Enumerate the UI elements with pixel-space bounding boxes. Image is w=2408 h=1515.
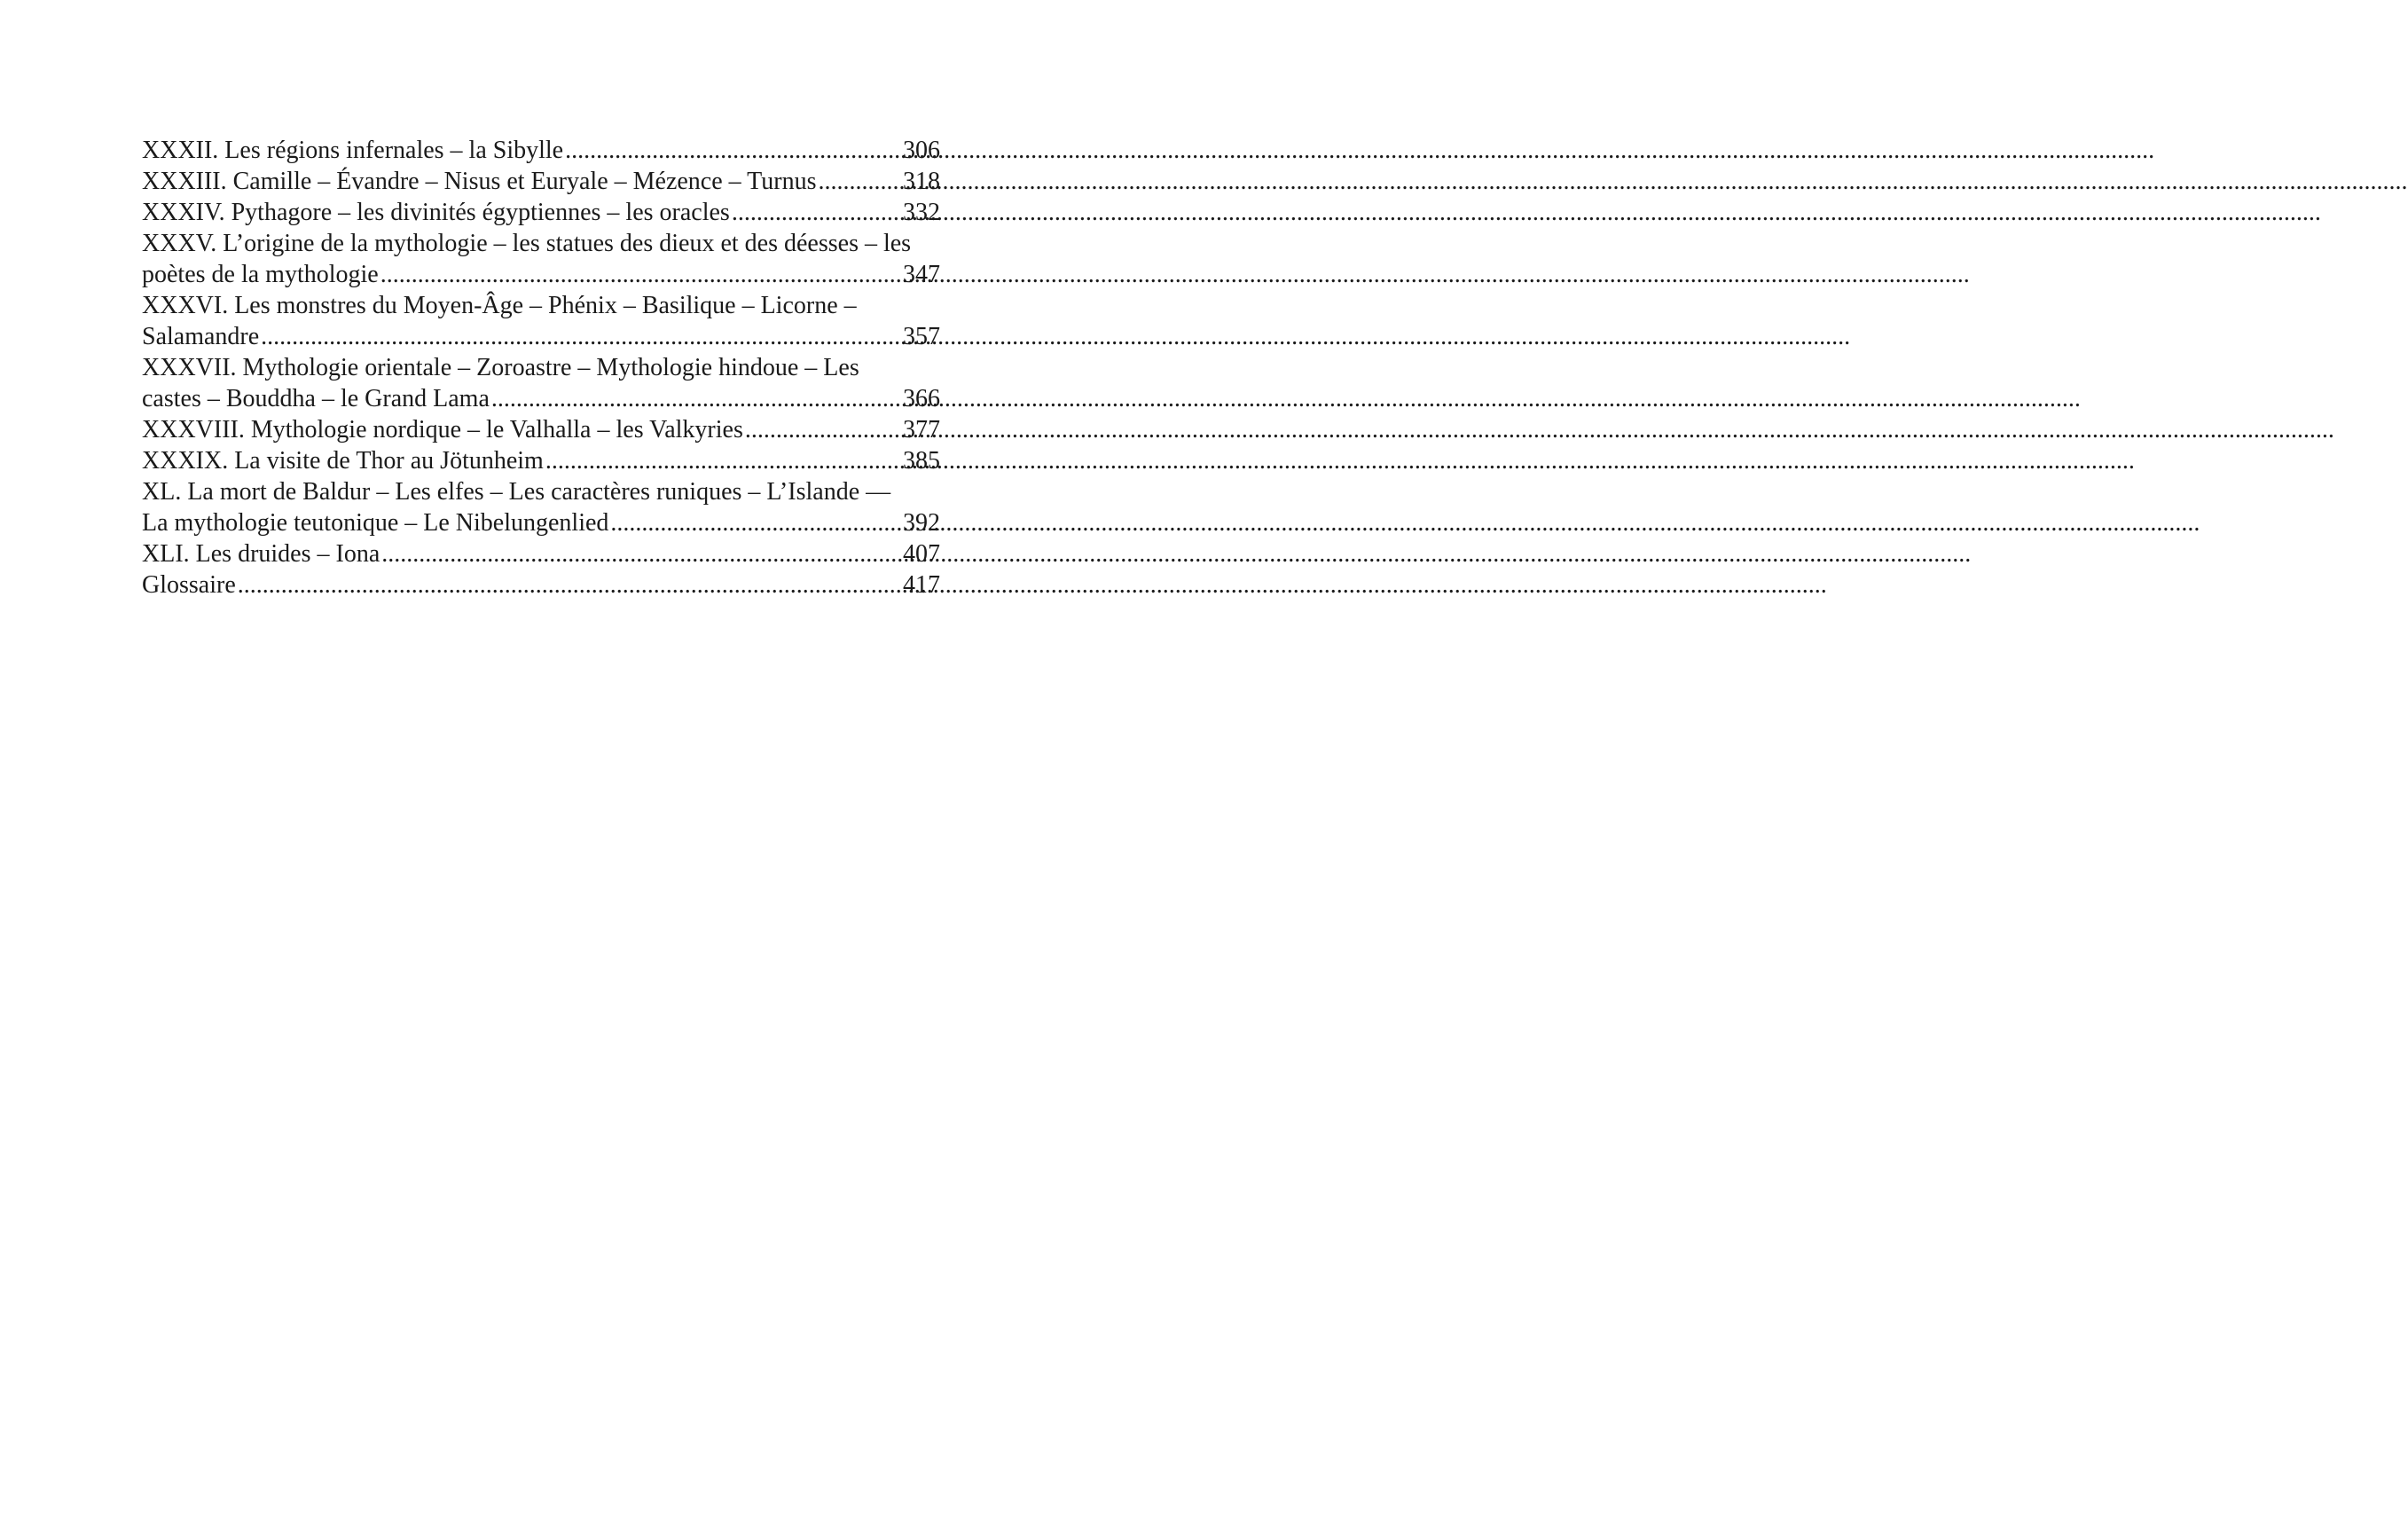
toc-last-line <box>142 538 940 569</box>
toc-entry-title-line: XL. La mort de Baldur – Les elfes – Les caractères runiques – L’Islande — <box>142 478 891 506</box>
toc-entry-title: XXXIII. Camille – Évandre – Nisus et Euryale – Mézence – Turnus <box>142 168 817 195</box>
toc-entry <box>142 445 940 476</box>
toc-page-number: 332 <box>903 199 940 226</box>
toc-last-line <box>142 135 940 166</box>
toc-entry-title-line: XXXVI. Les monstres du Moyen-Âge – Phénix – Basilique – Licorne – <box>142 292 857 319</box>
toc-last-line <box>142 321 940 352</box>
toc-leader-dots <box>745 414 901 445</box>
toc-entry-title: XXXIV. Pythagore – les divinités égyptiennes – les oracles <box>142 199 730 226</box>
toc-page-number: 417 <box>903 571 940 599</box>
toc-entry-title: XXXII. Les régions infernales – la Sibylle <box>142 137 564 164</box>
toc-entry-title: XXXIX. La visite de Thor au Jötunheim <box>142 447 544 475</box>
table-of-contents <box>142 135 940 601</box>
toc-entry <box>142 569 940 601</box>
toc-entry <box>142 414 940 445</box>
toc-last-line <box>142 197 940 228</box>
toc-last-line <box>142 414 940 445</box>
toc-entry-title-continuation: La mythologie teutonique – Le Nibelungenlied <box>142 509 609 537</box>
toc-entry <box>142 135 940 166</box>
toc-leader-dots <box>819 166 902 197</box>
toc-entry-title: Glossaire <box>142 571 236 599</box>
toc-leader-dots <box>545 445 901 476</box>
toc-entry-title-continuation: castes – Bouddha – le Grand Lama <box>142 385 490 412</box>
toc-entry-title-continuation: poètes de la mythologie <box>142 261 379 288</box>
toc-entry <box>142 538 940 569</box>
toc-entry-title: XXXVIII. Mythologie nordique – le Valhalla – les Valkyries <box>142 416 743 444</box>
toc-page-number: 407 <box>903 540 940 568</box>
toc-leader-dots <box>261 321 901 352</box>
toc-entry-title-continuation: Salamandre <box>142 323 260 350</box>
toc-entry <box>142 166 940 197</box>
toc-page-number: 347 <box>903 261 940 288</box>
toc-page-number: 357 <box>903 323 940 350</box>
toc-leader-dots <box>381 538 901 569</box>
toc-last-line <box>142 507 940 538</box>
toc-last-line <box>142 383 940 414</box>
toc-leader-dots <box>380 259 901 290</box>
toc-leader-dots <box>732 197 901 228</box>
toc-entry <box>142 290 940 352</box>
toc-leader-dots <box>238 569 901 601</box>
toc-entry <box>142 197 940 228</box>
document-page <box>0 0 1094 1515</box>
toc-last-line <box>142 445 940 476</box>
toc-entry-title: XLI. Les druides – Iona <box>142 540 380 568</box>
toc-entry <box>142 228 940 290</box>
toc-entry <box>142 352 940 414</box>
toc-page-number: 385 <box>903 447 940 475</box>
toc-leader-dots <box>491 383 901 414</box>
toc-page-number: 318 <box>903 168 940 195</box>
toc-page-number: 306 <box>903 137 940 164</box>
toc-last-line <box>142 166 940 197</box>
toc-last-line <box>142 259 940 290</box>
toc-entry <box>142 476 940 538</box>
toc-page-number: 392 <box>903 509 940 537</box>
toc-page-number: 377 <box>903 416 940 444</box>
toc-leader-dots <box>610 507 901 538</box>
toc-page-number: 366 <box>903 385 940 412</box>
toc-entry-title-line: XXXV. L’origine de la mythologie – les statues des dieux et des déesses – les <box>142 230 912 257</box>
toc-last-line <box>142 569 940 601</box>
toc-leader-dots <box>565 135 901 166</box>
toc-entry-title-line: XXXVII. Mythologie orientale – Zoroastre – Mythologie hindoue – Les <box>142 354 859 381</box>
